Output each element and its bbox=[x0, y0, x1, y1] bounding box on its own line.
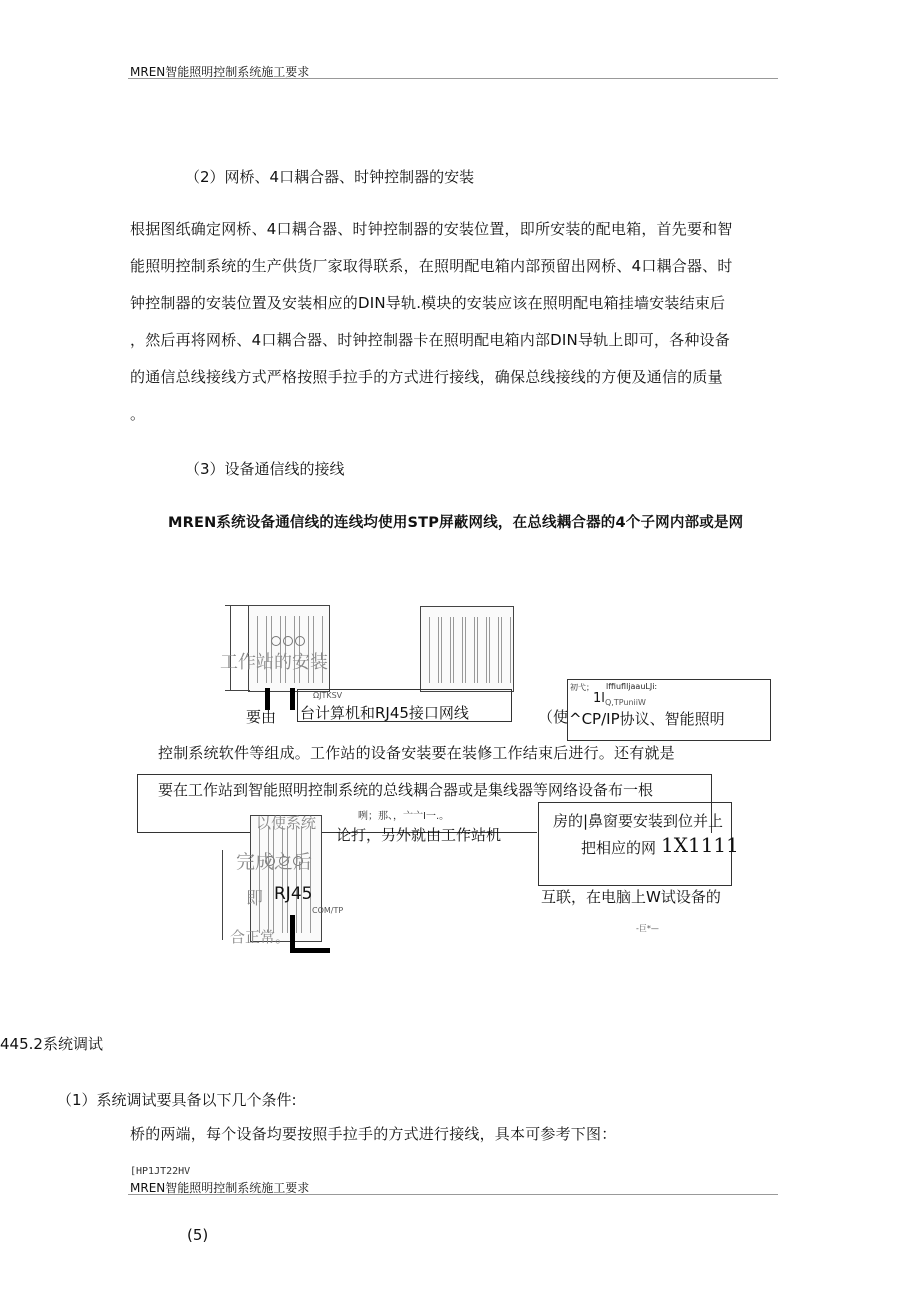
paragraph-line: 控制系统软件等组成。工作站的设备安装要在装修工作结束后进行。还有就是 bbox=[158, 744, 675, 762]
paragraph-line: 钟控制器的安装位置及安装相应的DIN导轨.模块的安装应该在照明配电箱挂墙安装结束后 bbox=[130, 294, 726, 312]
footer-title: MREN智能照明控制系统施工要求 bbox=[130, 1181, 310, 1195]
text-box-content: 台计算机和RJ45接口网线 bbox=[300, 704, 469, 722]
text-box bbox=[567, 679, 771, 741]
text-box-mark: 1l bbox=[593, 691, 605, 706]
paragraph-line: ，然后再将网桥、4口耦合器、时钟控制器卡在照明配电箱内部DIN导轨上即可，各种设备 bbox=[130, 331, 730, 349]
cable-line bbox=[290, 948, 330, 953]
garbled-text: 咧；那、，亠亠I一.。 bbox=[358, 811, 450, 822]
dimension-line bbox=[222, 850, 223, 940]
paragraph-line: 能照明控制系统的生产供货厂家取得联系，在照明配电箱内部预留出网桥、4口耦合器、时 bbox=[130, 257, 733, 275]
figure-tiny-label: -巨*— bbox=[636, 924, 659, 933]
text-box-content: 房的|鼻窗要安装到位并上 bbox=[553, 812, 724, 830]
overlay-caption: 即 bbox=[246, 889, 263, 909]
dimension-line bbox=[225, 605, 250, 606]
paragraph-line: MREN系统设备通信线的连线均使用STP屏蔽网线，在总线耦合器的4个子网内部或是网 bbox=[168, 515, 744, 531]
text-box-small: 初弋； bbox=[570, 683, 594, 692]
text-box-tiny: Q,TPuniiW bbox=[605, 698, 646, 707]
section-heading-debug: 445.2系统调试 bbox=[0, 1035, 103, 1053]
text-fragment: （使 bbox=[538, 708, 569, 726]
overlay-caption: 合正常。 bbox=[230, 928, 291, 946]
panel-cabinet-illustration bbox=[420, 606, 514, 692]
section-heading-3: （3）设备通信线的接线 bbox=[185, 460, 345, 478]
cable-line bbox=[290, 688, 295, 710]
text-box-content: 要在工作站到智能照明控制系统的总线耦合器或是集线器等网络设备布一根 bbox=[158, 781, 654, 799]
figure-tiny-label: COM/TP bbox=[312, 906, 344, 915]
text-box-content: 1X1111 bbox=[661, 833, 739, 857]
footer-rule bbox=[128, 1194, 778, 1195]
overlay-caption: 工作站的安装 bbox=[220, 652, 328, 673]
paragraph-line: 根据图纸确定网桥、4口耦合器、时钟控制器的安装位置，即所安装的配电箱，首先要和智 bbox=[130, 220, 733, 238]
text-box-content: ^CP/IP协议、智能照明 bbox=[569, 710, 725, 728]
text-fragment: 互联，在电脑上W试设备的 bbox=[541, 888, 721, 906]
panel-cabinet-illustration bbox=[250, 815, 322, 942]
text-box bbox=[297, 689, 512, 722]
paragraph-line: 。 bbox=[130, 405, 146, 423]
overlay-caption: RJ45 bbox=[274, 884, 313, 904]
dimension-line bbox=[225, 690, 250, 691]
text-fragment: 论打，另外就由工作站机 bbox=[336, 826, 502, 844]
paragraph-line: 桥的两端，每个设备均要按照手拉手的方式进行接线，具本可参考下图： bbox=[130, 1125, 617, 1143]
overlay-caption: 以使系统 bbox=[256, 814, 317, 832]
figure-tiny-label: ΩJTKSV bbox=[313, 691, 343, 700]
list-item: （1）系统调试要具备以下几个条件: bbox=[57, 1091, 297, 1109]
text-fragment: 要由 bbox=[246, 708, 277, 726]
page-header-title: MREN智能照明控制系统施工要求 bbox=[130, 65, 310, 79]
text-box-content: 把相应的网 bbox=[581, 839, 657, 857]
footer-code: [HP1JT22HV bbox=[130, 1166, 191, 1177]
overlay-caption: 完成之后 bbox=[236, 851, 313, 873]
section-heading-2: （2）网桥、4口耦合器、时钟控制器的安装 bbox=[185, 168, 475, 186]
header-rule bbox=[128, 78, 778, 79]
text-box bbox=[538, 802, 739, 886]
paragraph-line: 的通信总线接线方式严格按照手拉手的方式进行接线，确保总线接线的方便及通信的质量 bbox=[130, 368, 723, 386]
text-box-small: lffiuflljaauLJi: bbox=[606, 682, 658, 691]
page-number: (5) bbox=[187, 1226, 209, 1244]
